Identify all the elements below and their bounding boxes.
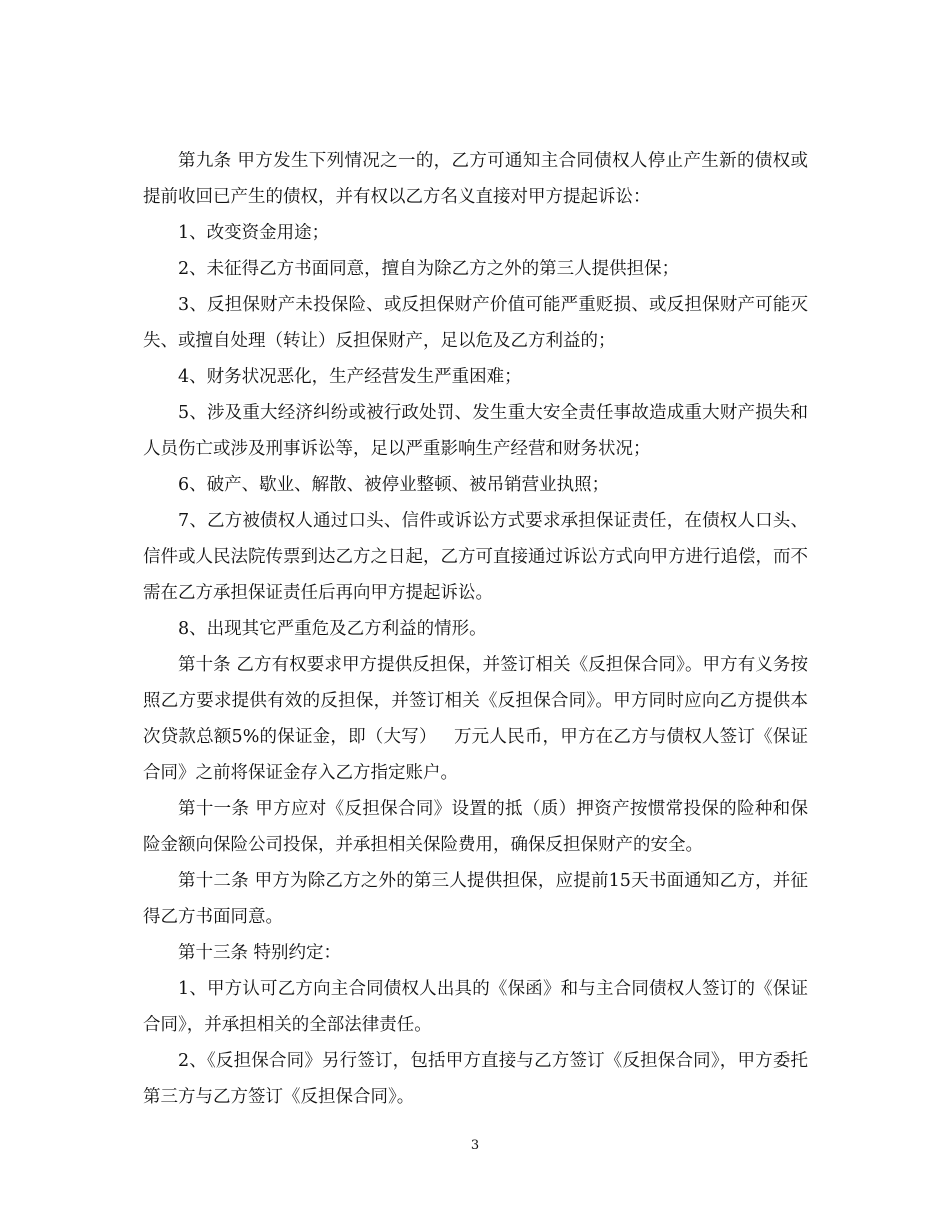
paragraph-item-1: 1、改变资金用途；	[178, 223, 330, 243]
paragraph-item-2: 2、未征得乙方书面同意，擅自为除乙方之外的第三人提供担保；	[178, 259, 680, 279]
paragraph-article-12: 第十二条 甲方为除乙方之外的第三人提供担保，应提前15天书面通知乙方，并征得乙方书面同意。	[143, 871, 808, 927]
paragraph-special-2: 2、《反担保合同》另行签订，包括甲方直接与乙方签订《反担保合同》，甲方委托第三方与乙方签订《反担保合同》。	[143, 1051, 808, 1107]
paragraph-item-6: 6、破产、歇业、解散、被停业整顿、被吊销营业执照；	[178, 475, 610, 495]
paragraph-article-10: 第十条 乙方有权要求甲方提供反担保，并签订相关《反担保合同》。甲方有义务按照乙方要求提供有效的反担保，并签订相关《反担保合同》。甲方同时应向乙方提供本次贷款总额5%的保证金，即（大写） 万元人民币，甲方在乙方与债权人签订《保证合同》之前将保证金存入乙方指定账户。	[143, 655, 808, 783]
paragraph-article-13: 第十三条 特别约定：	[178, 943, 342, 963]
paragraph-item-4: 4、财务状况恶化，生产经营发生严重困难；	[178, 367, 522, 387]
paragraph-item-5: 5、涉及重大经济纠纷或被行政处罚、发生重大安全责任事故造成重大财产损失和人员伤亡或涉及刑事诉讼等，足以严重影响生产经营和财务状况；	[143, 403, 808, 459]
paragraph-special-1: 1、甲方认可乙方向主合同债权人出具的《保函》和与主合同债权人签订的《保证合同》，并承担相关的全部法律责任。	[143, 979, 808, 1035]
document-body	[143, 143, 808, 1115]
paragraph-item-3: 3、反担保财产未投保险、或反担保财产价值可能严重贬损、或反担保财产可能灭失、或擅自处理（转让）反担保财产，足以危及乙方利益的；	[143, 295, 808, 351]
page-number: 3	[470, 1138, 480, 1153]
paragraph-article-9: 第九条 甲方发生下列情况之一的，乙方可通知主合同债权人停止产生新的债权或提前收回已产生的债权，并有权以乙方名义直接对甲方提起诉讼：	[143, 151, 808, 207]
paragraph-article-11: 第十一条 甲方应对《反担保合同》设置的抵（质）押资产按惯常投保的险种和保险金额向保险公司投保，并承担相关保险费用，确保反担保财产的安全。	[143, 799, 808, 855]
paragraph-item-8: 8、出现其它严重危及乙方利益的情形。	[178, 619, 487, 639]
paragraph-item-7: 7、乙方被债权人通过口头、信件或诉讼方式要求承担保证责任，在债权人口头、信件或人民法院传票到达乙方之日起，乙方可直接通过诉讼方式向甲方进行追偿，而不需在乙方承担保证责任后再向甲方提起诉讼。	[143, 511, 808, 603]
